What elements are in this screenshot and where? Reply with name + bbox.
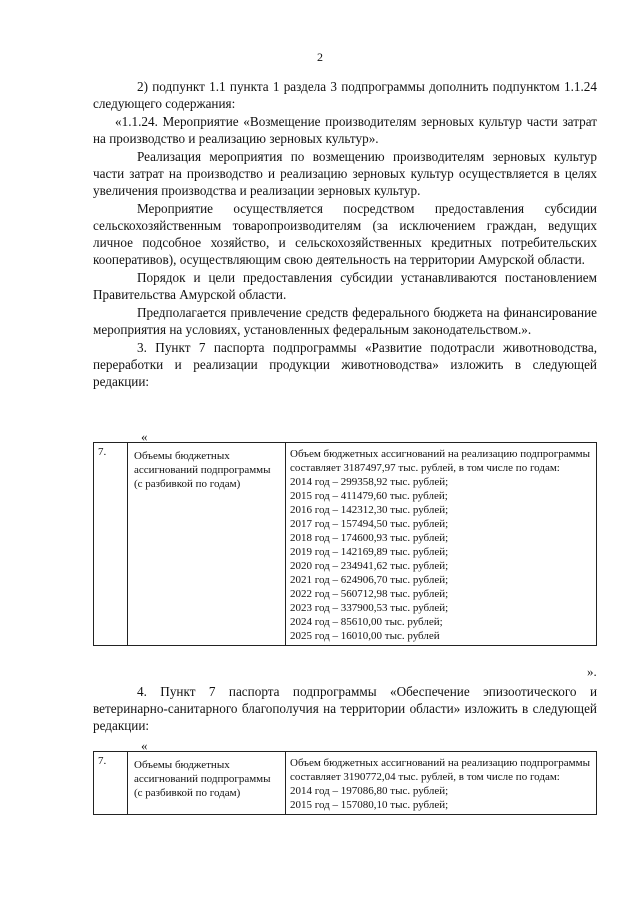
- table2-year-row: 2015 год – 157080,10 тыс. рублей;: [290, 799, 449, 811]
- table1-year-row: 2018 год – 174600,93 тыс. рублей;: [290, 532, 449, 544]
- paragraph-amendment-4: 4. Пункт 7 паспорта подпрограммы «Обеспечение эпизоотического и ветеринарно-санитарного благополучия на территории области» изложить в следующей редакции:: [93, 684, 597, 733]
- document-body: [93, 78, 597, 391]
- table1-year-row: 2021 год – 624906,70 тыс. рублей;: [290, 574, 449, 586]
- paragraph-subsidy: Мероприятие осуществляется посредством предоставления субсидии сельскохозяйственным товаропроизводителям (за исключением граждан, ведущих личное подсобное хозяйство, и сельскохозяйственных кредитных потребительских кооперативов), осуществляющим свою деятельность на территории Амурской области.: [93, 201, 597, 267]
- paragraph-procedure: Порядок и цели предоставления субсидии устанавливаются постановлением Правительства Амурской области.: [93, 270, 597, 302]
- table1-year-row: 2022 год – 560712,98 тыс. рублей;: [290, 588, 449, 600]
- paragraph-1-1-24-title: «1.1.24. Мероприятие «Возмещение производителям зерновых культур части затрат на производство и реализацию зерновых культур».: [93, 114, 597, 146]
- table1-row-number: 7.: [94, 443, 128, 646]
- table1-year-row: 2019 год – 142169,89 тыс. рублей;: [290, 546, 449, 558]
- closing-quote-1: ».: [587, 664, 597, 679]
- quote-open-1: «: [141, 429, 148, 444]
- table2-intro: Объем бюджетных ассигнований на реализацию подпрограммы составляет 3190772,04 тыс. рублей, в том числе по годам:: [290, 757, 590, 783]
- paragraph-implementation: Реализация мероприятия по возмещению производителям зерновых культур части затрат на производство и реализацию зерновых культур осуществляется в целях увеличения производства и реализации зерновых культур.: [93, 149, 597, 198]
- paragraph-federal-funds: Предполагается привлечение средств федерального бюджета на финансирование мероприятия на условиях, установленных федеральным законодательством.».: [93, 305, 597, 337]
- table1-year-row: 2025 год – 16010,00 тыс. рублей: [290, 630, 440, 642]
- paragraph-amendment-3: 3. Пункт 7 паспорта подпрограммы «Развитие подотрасли животноводства, переработки и реализации продукции животноводства» изложить в следующей редакции:: [93, 340, 597, 389]
- table1-year-row: 2020 год – 234941,62 тыс. рублей;: [290, 560, 449, 572]
- table1-year-row: 2015 год – 411479,60 тыс. рублей;: [290, 490, 448, 502]
- table2-year-row: 2014 год – 197086,80 тыс. рублей;: [290, 785, 449, 797]
- page-number: 2: [317, 50, 323, 64]
- table1-year-row: 2014 год – 299358,92 тыс. рублей;: [290, 476, 449, 488]
- quote-open-2: «: [141, 738, 148, 753]
- table2-row-number: 7.: [94, 752, 128, 815]
- table1-year-row: 2017 год – 157494,50 тыс. рублей;: [290, 518, 449, 530]
- passport-table-2: [93, 751, 597, 815]
- table2-label: Объемы бюджетных ассигнований подпрограммы (с разбивкой по годам): [128, 752, 286, 815]
- document-body-2: [93, 683, 597, 735]
- table1-intro: Объем бюджетных ассигнований на реализацию подпрограммы составляет 3187497,97 тыс. рублей, в том числе по годам:: [290, 448, 590, 474]
- table1-year-row: 2023 год – 337900,53 тыс. рублей;: [290, 602, 449, 614]
- table1-year-row: 2016 год – 142312,30 тыс. рублей;: [290, 504, 449, 516]
- table1-label: Объемы бюджетных ассигнований подпрограммы (с разбивкой по годам): [128, 443, 286, 646]
- table1-year-row: 2024 год – 85610,00 тыс. рублей;: [290, 616, 443, 628]
- table1-value: [286, 443, 597, 646]
- table2-value: [286, 752, 597, 815]
- paragraph-amendment-2: 2) подпункт 1.1 пункта 1 раздела 3 подпрограммы дополнить подпунктом 1.1.24 следующего содержания:: [93, 79, 597, 111]
- passport-table-1: [93, 442, 597, 646]
